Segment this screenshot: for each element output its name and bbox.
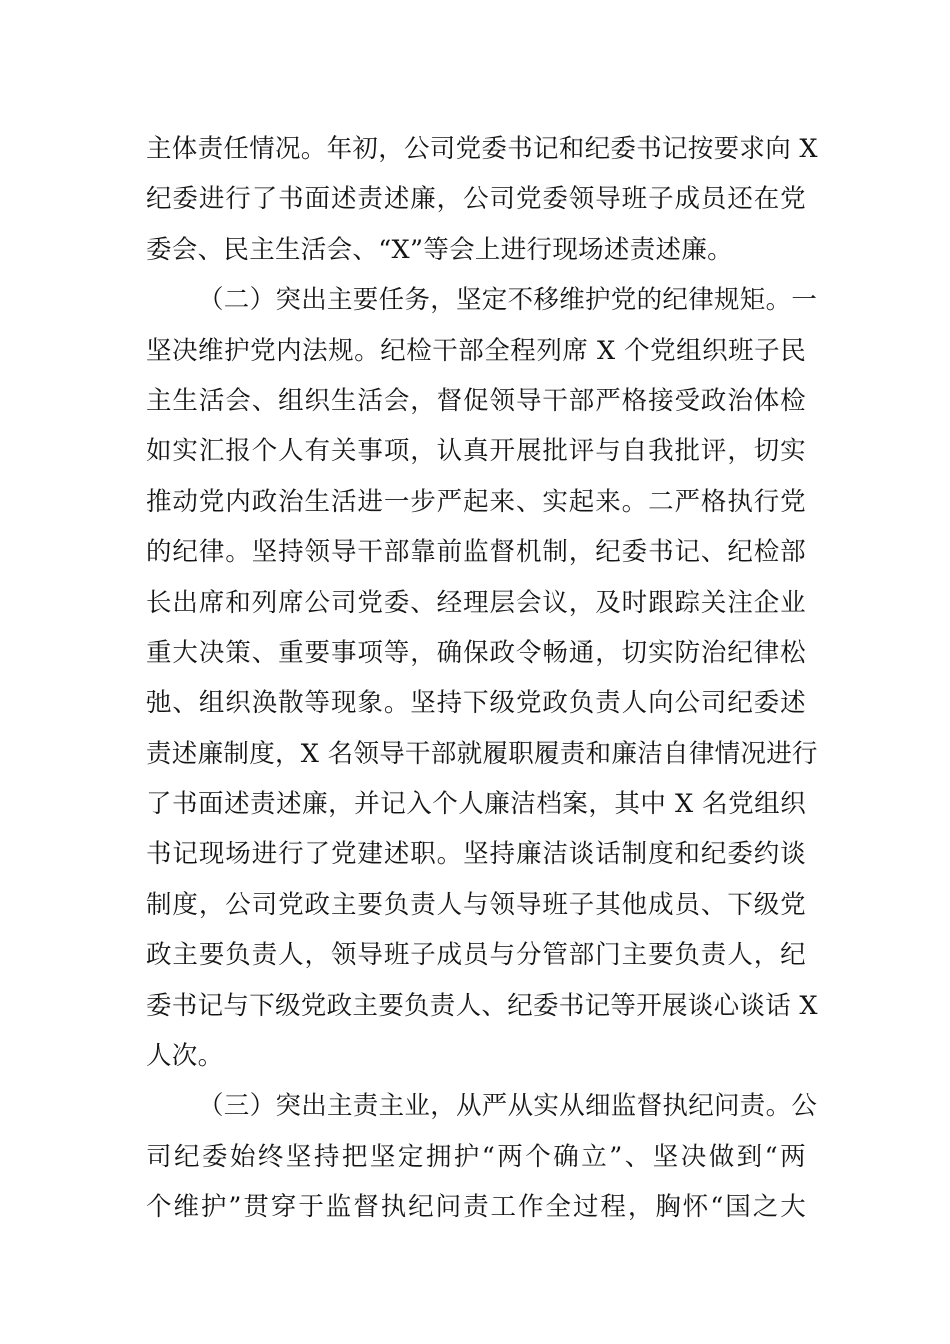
text-line: 纪委进行了书面述责述廉，公司党委领导班子成员还在党 xyxy=(146,184,806,215)
paragraph-3 xyxy=(146,1081,818,1232)
text-line: 主体责任情况。年初，公司党委书记和纪委书记按要求向 X xyxy=(146,134,818,164)
text-line: 制度，公司党政主要负责人与领导班子其他成员、下级党 xyxy=(146,889,806,920)
text-line: 推动党内政治生活进一步严起来、实起来。二严格执行党 xyxy=(146,486,806,517)
text-line: 主生活会、组织生活会，督促领导干部严格接受政治体检 xyxy=(146,385,806,416)
text-line: 坚决维护党内法规。纪检干部全程列席 X 个党组织班子民 xyxy=(146,335,806,366)
text-line: 委书记与下级党政主要负责人、纪委书记等开展谈心谈话 X xyxy=(146,990,818,1021)
document-body xyxy=(146,124,818,1233)
paragraph-1 xyxy=(146,124,818,275)
text-line: 了书面述责述廉，并记入个人廉洁档案，其中 X 名党组织 xyxy=(146,789,806,820)
text-line: 司纪委始终坚持把坚定拥护“两个确立”、坚决做到“两 xyxy=(146,1141,806,1172)
text-line: 弛、组织涣散等现象。坚持下级党政负责人向公司纪委述 xyxy=(146,688,806,719)
text-line: 委会、民主生活会、“X”等会上进行现场述责述廉。 xyxy=(146,234,733,265)
text-line: 政主要负责人，领导班子成员与分管部门主要负责人，纪 xyxy=(146,940,806,971)
text-line: 重大决策、重要事项等，确保政令畅通，切实防治纪律松 xyxy=(146,637,806,668)
text-line: 人次。 xyxy=(146,1041,224,1072)
text-line: 个维护”贯穿于监督执纪问责工作全过程，胸怀“国之大 xyxy=(146,1192,806,1223)
paragraph-2 xyxy=(146,275,818,1081)
text-line: 如实汇报个人有关事项，认真开展批评与自我批评，切实 xyxy=(146,436,806,467)
text-line: （三）突出主责主业，从严从实从细监督执纪问责。公 xyxy=(198,1091,818,1122)
text-line: （二）突出主要任务，坚定不移维护党的纪律规矩。一 xyxy=(198,285,818,316)
text-line: 书记现场进行了党建述职。坚持廉洁谈话制度和纪委约谈 xyxy=(146,839,806,870)
text-line: 的纪律。坚持领导干部靠前监督机制，纪委书记、纪检部 xyxy=(146,537,806,568)
text-line: 责述廉制度，X 名领导干部就履职履责和廉洁自律情况进行 xyxy=(146,738,818,769)
text-line: 长出席和列席公司党委、经理层会议，及时跟踪关注企业 xyxy=(146,587,806,618)
